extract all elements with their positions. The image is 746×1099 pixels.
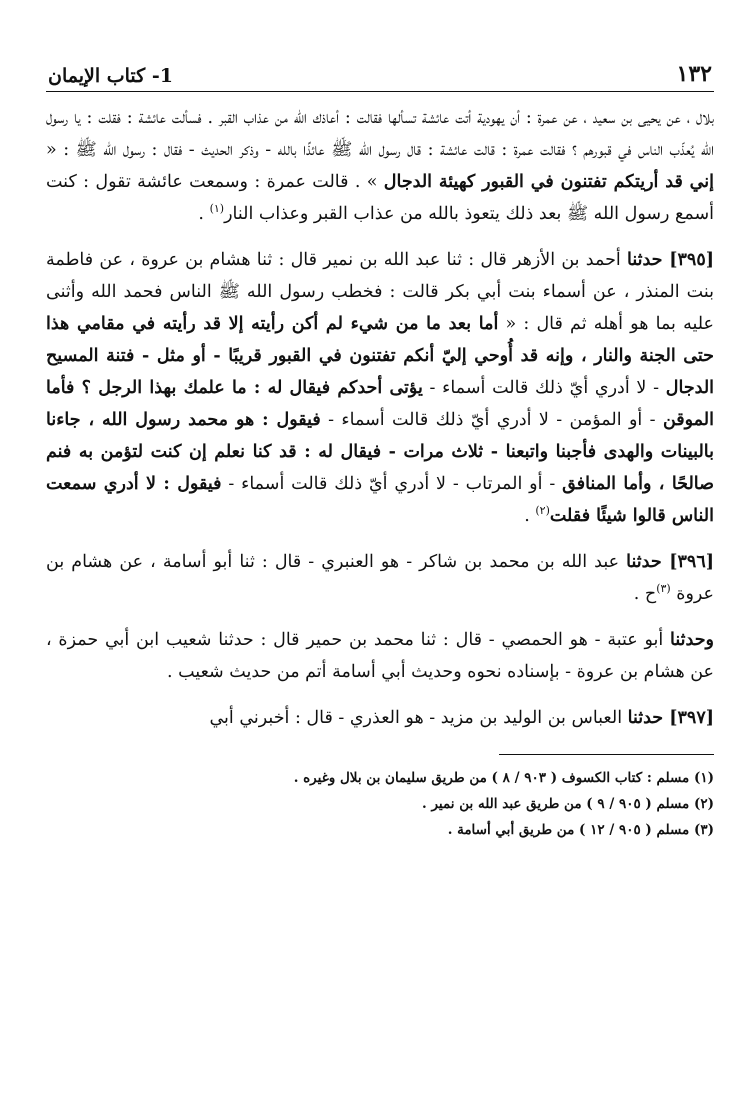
bold-text-segment: إني قد أريتكم تفتنون في القبور كهيئة الدجال [383,172,715,192]
text-segment: . [198,204,210,224]
footnote-1: (١) مسلم : كتاب الكسوف ( ٩٠٣ / ٨ ) من طريق سليمان بن بلال وغيره . [293,770,714,786]
bold-text-segment: حدثنا [627,708,664,728]
paragraph-1 [46,102,714,230]
footnote-ref: (١) [209,202,225,216]
book-page [46,52,714,1052]
hadith-number: [٣٩٧] [663,708,714,728]
text-segment: . [524,506,536,526]
bold-text-segment: فيقول : لا أدري سمعت الناس قالوا شيئًا فقلت [46,474,714,526]
text-segment: بلال ، عن يحيى بن سعيد ، عن عمرة : أن يهودية أتت عائشة تسألها فقالت : أعاذك الله من عذاب القبر . فسألت عائشة : فقلت : يا رسول الله يُعذّب الناس في قبورهم ؟ فقالت عمرة : قالت عائشة : قال رسول الله ﷺ عائذًا بالله - وذكر الحديث - فقال : رسول الله ﷺ : « [46,108,714,160]
page-body [46,92,714,734]
bold-text-segment: وحدثنا [670,630,714,650]
bold-text-segment: يؤتى أحدكم فيقال له : ما علمك بهذا الرجل ؟ فأما الموقن [46,378,714,430]
footnote-2: (٢) مسلم ( ٩٠٥ / ٩ ) من طريق عبد الله بن نمير . [422,796,714,812]
page-header [46,52,714,92]
text-segment: - أو المؤمن - لا أدري أيّ ذلك قالت أسماء - [320,410,663,430]
text-segment: ح . [633,584,657,604]
hadith-number: [٣٩٥] [662,250,714,270]
hadith-395 [46,244,714,532]
page-number: ١٣٢ [676,61,712,87]
text-segment: عبد الله بن محمد بن شاكر - هو العنبري - قال : ثنا أبو أسامة ، عن هشام بن عروة [46,552,714,604]
footnote-3: (٣) مسلم ( ٩٠٥ / ١٢ ) من طريق أبي أسامة . [447,822,714,838]
text-segment: العباس بن الوليد بن مزيد - هو العذري - قال : أخبرني أبي [209,708,628,728]
bold-text-segment: حدثنا [626,250,663,270]
bold-text-segment: فيقول : هو محمد رسول الله ، جاءنا بالبينات والهدى فأجبنا واتبعنا - ثلاث مرات - فيقال له : قد كنا نعلم إن كنت لتؤمن به فنم صالحًا ، وأما المنافق [46,410,714,494]
footnotes [46,765,714,843]
chapter-title: 1- كتاب الإيمان [48,65,173,87]
footnote-ref: (٢) [535,504,550,518]
hadith-396 [46,546,714,610]
bold-text-segment: أما بعد ما من شيء لم أكن رأيته إلا قد رأيته في مقامي هذا حتى الجنة والنار ، وإنه قد أُوحي إليّ أنكم تفتنون في القبور قريبًا - أو مثل - فتنة المسيح الدجال [46,314,715,398]
text-segment: أبو عتبة - هو الحمصي - قال : ثنا محمد بن حمير قال : حدثنا شعيب ابن أبي حمزة ، عن هشام بن عروة - بإسناده نحوه وحديث أبي أسامة أتم من حديث شعيب . [46,630,714,682]
text-segment: - أو المرتاب - لا أدري أيّ ذلك قالت أسماء - [221,474,563,494]
footnote-divider [499,754,714,755]
text-segment: - لا أدري أيّ ذلك قالت أسماء - [422,378,666,398]
footnote-ref: (٣) [656,582,671,596]
hadith-396-chain [46,624,714,688]
hadith-number: [٣٩٦] [661,552,715,572]
text-segment: » . قالت عمرة : وسمعت عائشة تقول : كنت أسمع رسول الله ﷺ بعد ذلك يتعوذ بالله من عذاب القبر وعذاب النار [46,172,714,224]
bold-text-segment: حدثنا [626,552,662,572]
hadith-397 [46,702,714,734]
text-segment: أحمد بن الأزهر قال : ثنا عبد الله بن نمير قال : ثنا هشام بن عروة ، عن فاطمة بنت المنذر ، عن أسماء بنت أبي بكر قالت : فخطب رسول الله ﷺ الناس فحمد الله وأثنى عليه بما هو أهله ثم قال : « [46,250,714,334]
